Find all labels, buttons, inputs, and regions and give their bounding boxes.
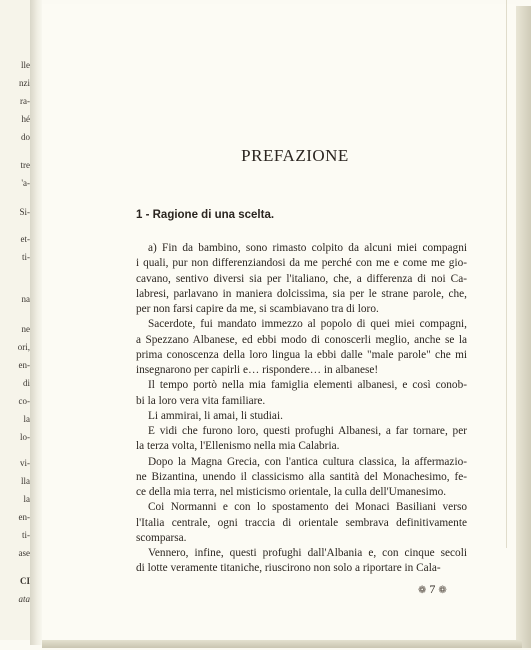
previous-page-line: ra- xyxy=(20,96,30,106)
previous-page-line: ti- xyxy=(22,530,30,540)
page-edge-bottom xyxy=(42,640,522,648)
paragraph xyxy=(136,455,467,501)
text-line: cavano, sentivo diversi sia per l'italiano, che, a differenza di noi Ca- xyxy=(136,272,467,285)
paragraph xyxy=(136,546,467,577)
text-line: la terza volta, l'Ellenismo nella mia Calabria. xyxy=(136,440,340,453)
text-line: Il tempo portò nella mia famiglia elementi albanesi, e così conob- xyxy=(148,379,467,392)
text-line: a Spezzano Albanese, ed ebbi modo di conoscerli meglio, anche se la xyxy=(136,333,467,346)
previous-page-line: la xyxy=(23,494,30,504)
text-line: Li ammirai, li amai, li studiai. xyxy=(148,409,283,422)
ornament-right-icon: ❁ xyxy=(438,585,447,596)
text-line: l'Italia centrale, ogni traccia di orientale sembrava definitivamente xyxy=(136,516,467,529)
previous-page-line: lla xyxy=(21,476,30,486)
text-line: di lotte veramente titaniche, riuscirono non solo a riportare in Cala- xyxy=(136,562,441,575)
previous-page-line: nzi xyxy=(19,78,30,88)
text-line: ne Bizantina, unendo il classicismo alla santità del Monachesimo, fe- xyxy=(136,470,467,483)
previous-page-line: co- xyxy=(18,396,30,406)
previous-page-line: di xyxy=(22,378,30,388)
previous-page-line: en- xyxy=(18,360,30,370)
text-line: Coi Normanni e con lo spostamento dei Monaci Basiliani verso xyxy=(148,501,467,514)
paragraph xyxy=(136,424,467,455)
text-line: Sacerdote, fui mandato immezzo al popolo di quei miei compagni, xyxy=(148,318,467,331)
ornament-left-icon: ❁ xyxy=(418,585,427,596)
paragraph xyxy=(136,317,467,378)
previous-page-line: tre xyxy=(20,160,30,170)
text-line: Vennero, infine, questi profughi dall'Albania e, con cinque secoli xyxy=(148,547,467,559)
previous-page-line: la xyxy=(23,414,30,424)
previous-page-line: vi- xyxy=(20,458,30,468)
text-line: scomparsa. xyxy=(136,531,187,544)
previous-page-line: na xyxy=(21,294,30,304)
page-title: PREFAZIONE xyxy=(241,146,349,165)
paragraph xyxy=(136,500,467,546)
previous-page-line: ase xyxy=(18,548,30,558)
page-edge-right xyxy=(516,6,531,648)
paragraph xyxy=(136,241,467,317)
previous-page-line: ti- xyxy=(22,252,30,262)
text-line: bi la loro vera vita familiare. xyxy=(136,394,266,407)
previous-page-line: et- xyxy=(20,234,30,244)
page-number xyxy=(418,582,447,597)
previous-page-line: lle xyxy=(21,60,30,70)
text-line: Dopo la Magna Grecia, con l'antica cultura classica, la affermazio- xyxy=(148,455,467,468)
body-text xyxy=(136,241,467,577)
previous-page-line: en- xyxy=(18,512,30,522)
previous-page-fragment xyxy=(0,0,31,640)
previous-page-line: do xyxy=(21,132,30,142)
previous-page-line: Si- xyxy=(19,207,30,217)
text-line: labresi, parlavano in maniera dolcissima, sia per le strane parole, che, xyxy=(136,287,467,300)
section-heading: 1 - Ragione di una scelta. xyxy=(136,209,275,221)
previous-page-line: ne xyxy=(21,324,30,334)
page-fold-line xyxy=(506,0,507,548)
text-line: prima conoscenza della loro lingua la ebbi dalle "male parole" che mi xyxy=(136,348,467,361)
text-line: a) Fin da bambino, sono rimasto colpito da alcuni miei compagni xyxy=(148,242,467,254)
text-line: insegnarono per capirli e… rispondere… in albanese! xyxy=(136,364,379,376)
previous-page-line: hé xyxy=(21,114,30,124)
book-gutter xyxy=(30,0,42,645)
previous-page-line: ata xyxy=(18,594,30,604)
paragraph xyxy=(136,409,467,424)
previous-page-line: 'a- xyxy=(21,178,30,188)
previous-page-line: lo- xyxy=(20,432,30,442)
page-number-value: 7 xyxy=(429,582,436,596)
text-line: per non farsi capire da me, si scambiavano tra di loro. xyxy=(136,303,379,315)
text-line: ce della mia terra, nel misticismo orientale, la culla dell'Umanesimo. xyxy=(136,486,447,498)
previous-page-line: ori, xyxy=(17,342,30,352)
text-line: E vidi che furono loro, questi profughi Albanesi, a far tornare, per xyxy=(148,425,467,437)
previous-page-line: CI xyxy=(19,576,30,586)
paragraph xyxy=(136,378,467,409)
text-line: i quali, pur non differenziandosi da me perché con me e come me gio- xyxy=(136,257,467,270)
